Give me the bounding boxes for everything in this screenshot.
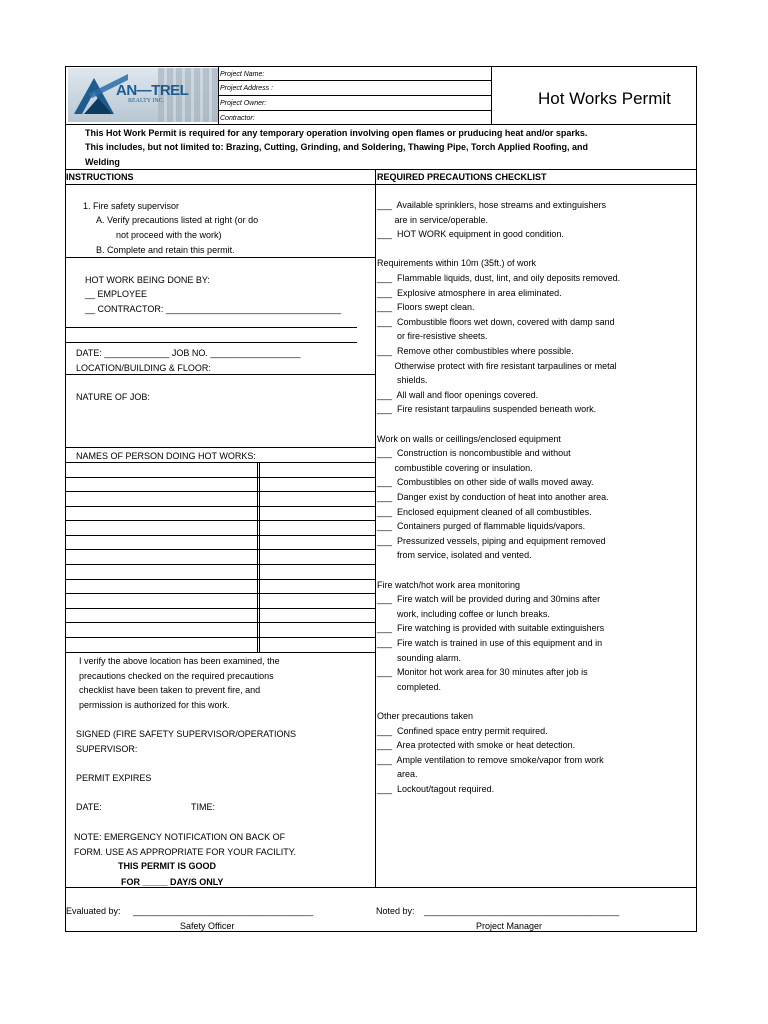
checklist-line: or fire-resistive sheets. xyxy=(377,331,488,342)
verify-line-3: checklist have been taken to prevent fire, and xyxy=(79,685,261,695)
instruction-1b: B. Complete and retain this permit. xyxy=(96,245,235,255)
nature-rule xyxy=(65,447,375,448)
project-manager-label: Project Manager xyxy=(476,921,543,931)
time-label[interactable]: TIME: xyxy=(191,802,215,812)
body-bottom-rule xyxy=(65,887,697,888)
instructions-rule xyxy=(65,257,375,258)
header-logo-divider xyxy=(218,66,219,124)
checklist-item[interactable]: ___ Containers purged of flammable liquids/vapors. xyxy=(377,521,586,532)
contractor-line-1 xyxy=(65,327,357,328)
checklist-item[interactable]: ___ Area protected with smoke or heat detection. xyxy=(377,740,576,751)
note-line-1: NOTE: EMERGENCY NOTIFICATION ON BACK OF xyxy=(74,832,286,842)
names-row[interactable] xyxy=(65,608,375,609)
checklist-line: work, including coffee or lunch breaks. xyxy=(377,608,550,619)
employee-option[interactable]: __ EMPLOYEE xyxy=(85,289,148,299)
checklist-line: Fire watch/hot work area monitoring xyxy=(377,579,521,590)
verify-line-4: permission is authorized for this work. xyxy=(79,700,230,710)
checklist-line: sounding alarm. xyxy=(377,652,462,663)
intro-line-2: This includes, but not limited to: Brazing, Cutting, Grinding, and Soldering, Thawing Pipe, Torch Applied Roofing, and xyxy=(85,142,588,152)
checklist-line: Other precautions taken xyxy=(377,711,474,721)
checklist-line: Requirements within 10m (35ft.) of work xyxy=(377,258,537,269)
note-line-2: FORM. USE AS APPROPRIATE FOR YOUR FACILITY. xyxy=(74,847,297,857)
checklist-line: are in service/operable. xyxy=(377,214,489,225)
checklist-item[interactable]: ___ Fire resistant tarpaulins suspended beneath work. xyxy=(377,404,597,415)
verify-line-1: I verify the above location has been examined, the xyxy=(79,656,280,666)
checklist-item[interactable]: ___ Explosive atmosphere in area eliminated. xyxy=(377,287,562,298)
names-row[interactable] xyxy=(65,520,375,521)
project-address-label: Project Address : xyxy=(220,85,274,92)
permit-good-label: THIS PERMIT IS GOOD xyxy=(118,861,217,871)
names-row[interactable] xyxy=(65,622,375,623)
logo-text-sub: REALTY INC. xyxy=(128,98,165,104)
names-row[interactable] xyxy=(65,535,375,536)
checklist-heading: REQUIRED PRECAUTIONS CHECKLIST xyxy=(377,172,547,182)
checklist-item[interactable]: ___ Enclosed equipment cleaned of all combustibles. xyxy=(377,506,592,517)
checklist-item[interactable]: ___ All wall and floor openings covered. xyxy=(377,389,539,400)
signed-line-1[interactable]: SIGNED (FIRE SAFETY SUPERVISOR/OPERATIONS xyxy=(76,729,297,739)
checklist-line: from service, isolated and vented. xyxy=(377,550,532,561)
signed-line-2: SUPERVISOR: xyxy=(76,744,138,754)
evaluated-by-label: Evaluated by: xyxy=(66,906,121,916)
company-logo xyxy=(68,68,218,122)
names-row[interactable] xyxy=(65,593,375,594)
checklist-line: combustible covering or insulation. xyxy=(377,462,533,473)
names-row[interactable] xyxy=(65,549,375,550)
noted-by-label: Noted by: xyxy=(376,906,415,916)
checklist-item[interactable]: ___ Fire watch is trained in use of this equipment and in xyxy=(377,638,603,648)
section-heading-rule xyxy=(65,184,697,185)
checklist-item[interactable]: ___ Remove other combustibles where possible. xyxy=(377,346,574,356)
header-bottom-rule xyxy=(65,124,697,125)
contractor-option[interactable]: __ CONTRACTOR: ___________________________________ xyxy=(85,304,342,314)
header-rule-1 xyxy=(218,80,491,81)
intro-line-1: This Hot Work Permit is required for any temporary operation involving open flames or pruducing heat and/or sparks. xyxy=(85,128,588,138)
checklist-line: Otherwise protect with fire resistant tarpaulines or metal xyxy=(377,360,617,371)
column-divider xyxy=(375,169,376,887)
evaluated-by-line[interactable]: ____________________________________ xyxy=(133,906,314,916)
names-row[interactable] xyxy=(65,579,375,580)
checklist-line: area. xyxy=(377,769,418,780)
verify-line-2: precautions checked on the required precautions xyxy=(79,671,274,681)
checklist-item[interactable]: ___ Combustible floors wet down, covered with damp sand xyxy=(377,316,615,327)
checklist-item[interactable]: ___ Confined space entry permit required. xyxy=(377,725,548,736)
for-days-field[interactable]: FOR _____ DAY/S ONLY xyxy=(121,877,224,887)
checklist-item[interactable]: ___ Monitor hot work area for 30 minutes after job is xyxy=(377,667,588,678)
section-top-rule xyxy=(65,169,697,170)
checklist-item[interactable]: ___ Combustibles on other side of walls moved away. xyxy=(377,477,594,488)
checklist-item[interactable]: ___ Lockout/tagout required. xyxy=(377,784,495,794)
names-row[interactable] xyxy=(65,506,375,507)
instructions-heading: INSTRUCTIONS xyxy=(66,172,134,182)
checklist-item[interactable]: ___ Floors swept clean. xyxy=(377,302,475,313)
instruction-1a-cont: not proceed with the work) xyxy=(116,230,222,240)
intro-line-3: Welding xyxy=(85,157,120,167)
checklist-item[interactable]: ___ Fire watching is provided with suitable extinguishers xyxy=(377,623,605,634)
checklist-item[interactable]: ___ Available sprinklers, hose streams and extinguishers xyxy=(377,200,606,210)
location-rule xyxy=(65,374,375,375)
checklist-item[interactable]: ___ Fire watch will be provided during and 30mins after xyxy=(377,594,601,605)
nature-of-job-field[interactable]: NATURE OF JOB: xyxy=(76,392,150,402)
checklist-item[interactable]: ___ Danger exist by conduction of heat into another area. xyxy=(377,492,609,502)
instruction-1a: A. Verify precautions listed at right (or do xyxy=(96,215,259,225)
logo-text-main: AN—TREL xyxy=(116,82,189,99)
permit-title: Hot Works Permit xyxy=(538,89,671,108)
permit-expires-label: PERMIT EXPIRES xyxy=(76,773,152,783)
safety-officer-label: Safety Officer xyxy=(180,921,235,931)
project-name-label: Project Name: xyxy=(220,71,265,78)
instruction-1: 1. Fire safety supervisor xyxy=(83,201,180,211)
checklist-item[interactable]: ___ Construction is noncombustible and without xyxy=(377,448,571,459)
names-row[interactable] xyxy=(65,652,375,653)
contractor-label: Contractor: xyxy=(220,115,255,122)
contractor-line-2 xyxy=(65,342,357,343)
date-label[interactable]: DATE: xyxy=(76,802,102,812)
header-title-divider xyxy=(491,66,492,124)
checklist-line: completed. xyxy=(377,681,442,692)
names-row[interactable] xyxy=(65,491,375,492)
project-owner-label: Project Owner: xyxy=(220,100,267,107)
header-rule-2 xyxy=(218,95,491,96)
names-grid-top xyxy=(65,462,375,463)
names-heading: NAMES OF PERSON DOING HOT WORKS: xyxy=(76,451,256,461)
names-row[interactable] xyxy=(65,564,375,565)
location-field[interactable]: LOCATION/BUILDING & FLOOR: xyxy=(76,363,211,373)
names-row[interactable] xyxy=(65,637,375,638)
checklist-line: shields. xyxy=(377,375,428,386)
noted-by-line[interactable]: _______________________________________ xyxy=(424,906,620,916)
checklist-item[interactable]: ___ Ample ventilation to remove smoke/vapor from work xyxy=(377,754,604,765)
hot-work-by-label: HOT WORK BEING DONE BY: xyxy=(85,275,210,285)
date-job-field[interactable]: DATE: _____________ JOB NO. __________________ xyxy=(76,348,301,358)
names-row[interactable] xyxy=(65,477,375,478)
checklist-line: Work on walls or ceillings/enclosed equipment xyxy=(377,433,561,444)
checklist-item[interactable]: ___ Flammable liquids, dust, lint, and oily deposits removed. xyxy=(377,273,621,283)
checklist-item[interactable]: ___ HOT WORK equipment in good condition. xyxy=(377,229,564,240)
header-rule-3 xyxy=(218,110,491,111)
checklist-item[interactable]: ___ Pressurized vessels, piping and equipment removed xyxy=(377,535,606,546)
